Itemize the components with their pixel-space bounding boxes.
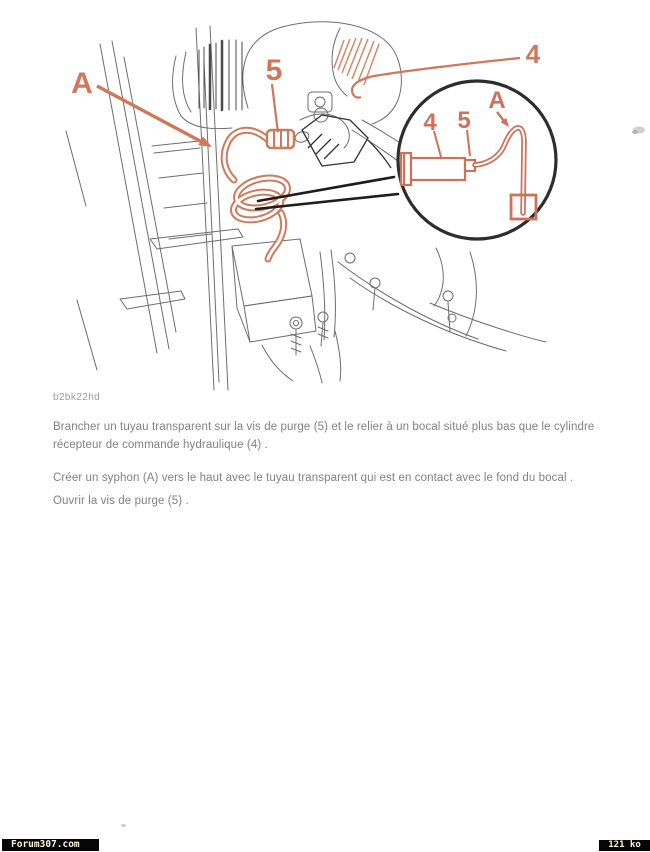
footer-site-label: Forum307.com	[11, 839, 80, 850]
label-a-arrow	[97, 86, 212, 147]
instruction-paragraph-2	[53, 469, 613, 487]
instruction-paragraph-1	[53, 418, 613, 454]
diagram-label-4: 4	[525, 39, 541, 69]
instruction-paragraph-3	[53, 492, 613, 510]
diagram-label-a: A	[71, 67, 93, 100]
bleed-hose	[224, 130, 290, 259]
paragraph-line: Brancher un tuyau transparent sur la vis de purge (5) et le relier à un bocal situé plus bas que le cylindre	[53, 421, 595, 433]
footer-filesize-label: 121 ko	[608, 840, 641, 850]
technical-diagram	[0, 0, 650, 420]
paragraph-line: Créer un syphon (A) vers le haut avec le tuyau transparent qui est en contact avec le fond du bocal .	[53, 472, 574, 484]
inset-label-a: A	[488, 87, 506, 114]
footer-filesize-bar	[599, 840, 650, 851]
scan-artifact	[632, 127, 645, 135]
diagram-label-5: 5	[265, 54, 283, 87]
label-5-leader	[272, 84, 278, 132]
inset-label-5: 5	[457, 107, 471, 134]
scan-speck	[121, 824, 126, 827]
figure-code: b2bk22hd	[53, 392, 101, 403]
paragraph-line: Ouvrir la vis de purge (5) .	[53, 495, 189, 507]
inset-slave-cylinder	[401, 153, 475, 185]
inset-label-4: 4	[423, 109, 437, 136]
slave-cylinder-bracket	[302, 115, 391, 168]
paragraph-line: récepteur de commande hydraulique (4) .	[53, 439, 268, 451]
strut-hatch-marks	[334, 38, 379, 85]
footer-site-bar	[2, 839, 99, 851]
bleed-screw-fitting	[267, 130, 294, 148]
